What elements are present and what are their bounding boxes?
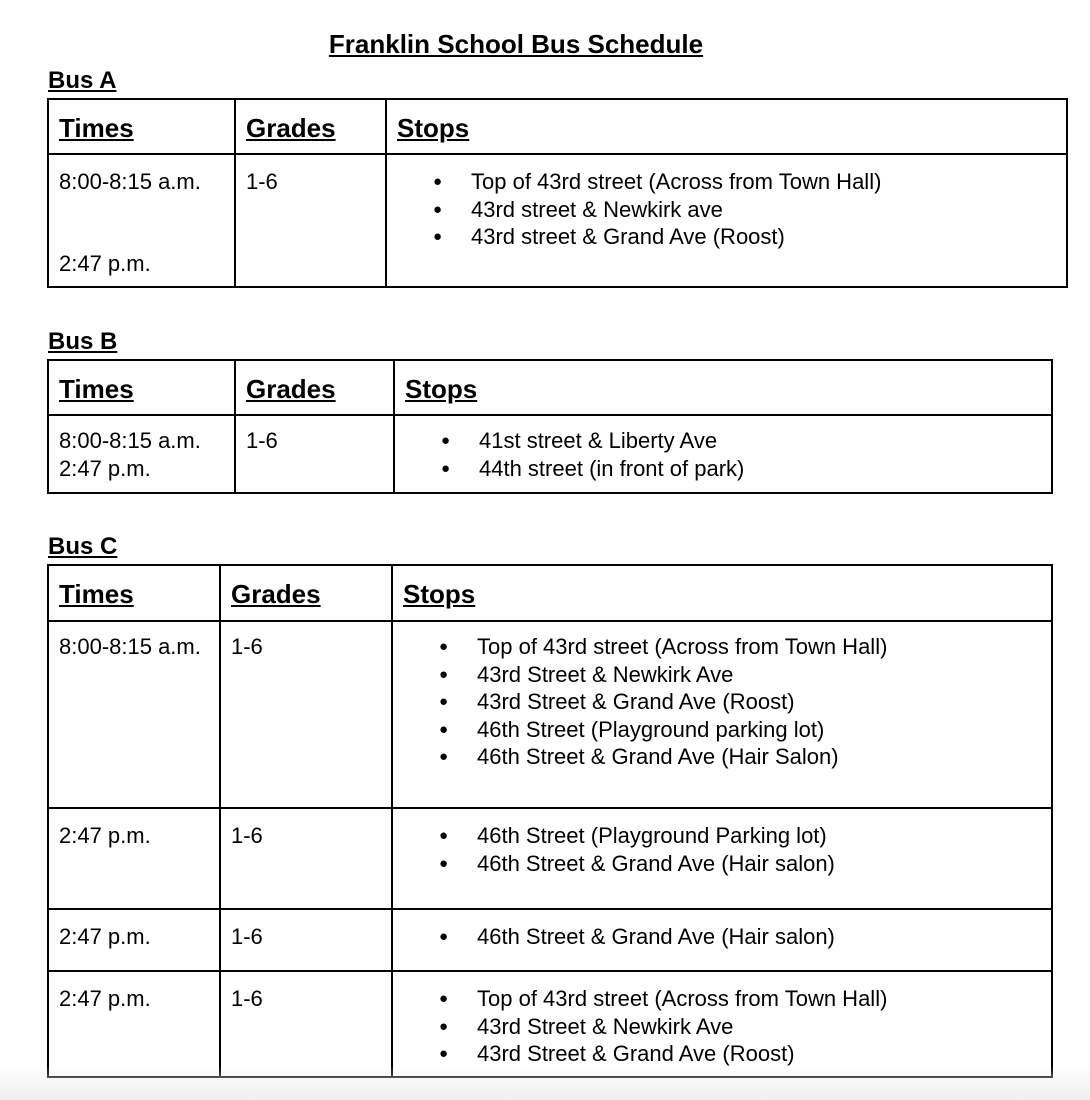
table-row: [48, 621, 1052, 808]
grades-cell: 1-6: [220, 808, 392, 909]
stop-item: ● 41st street & Liberty Ave: [441, 427, 1041, 455]
stops-cell: [392, 971, 1052, 1077]
table-row: [48, 154, 1067, 287]
stop-item: ● Top of 43rd street (Across from Town Hall): [439, 633, 1041, 661]
stops-cell: [394, 415, 1052, 493]
grades-header: Grades: [220, 565, 392, 621]
grades-cell: 1-6: [235, 154, 386, 287]
stops-list: [439, 633, 1041, 771]
grades-cell: 1-6: [220, 971, 392, 1077]
bus-c-table: [47, 564, 1053, 1078]
table-row: [48, 909, 1052, 971]
stop-item: ● 46th Street & Grand Ave (Hair Salon): [439, 743, 1041, 771]
time-text: 8:00-8:15 a.m.: [59, 428, 201, 453]
stop-item: ● 46th Street & Grand Ave (Hair salon): [439, 850, 1041, 878]
time-text: 8:00-8:15 a.m.: [59, 169, 201, 194]
times-cell: [48, 415, 235, 493]
stop-item: ● 43rd Street & Grand Ave (Roost): [439, 688, 1041, 716]
bus-b-table: [47, 359, 1053, 494]
time-text: 2:47 p.m.: [59, 823, 151, 848]
times-header: Times: [48, 360, 235, 415]
stops-list: [439, 985, 1041, 1068]
grades-cell: 1-6: [220, 621, 392, 808]
stops-cell: [386, 154, 1067, 287]
time-text: 2:47 p.m.: [59, 986, 151, 1011]
bus-c-label: Bus C: [48, 533, 118, 560]
times-cell: [48, 621, 220, 808]
stops-cell: [392, 808, 1052, 909]
table-row: [48, 971, 1052, 1077]
time-text: 2:47 p.m.: [59, 456, 151, 481]
grades-header: Grades: [235, 360, 394, 415]
bus-a-label: Bus A: [48, 67, 117, 94]
times-cell: [48, 154, 235, 287]
stop-item: ● 46th Street & Grand Ave (Hair salon): [439, 923, 1041, 951]
stop-item: ● Top of 43rd street (Across from Town Hall): [433, 168, 1056, 196]
time-text: 2:47 p.m.: [59, 251, 151, 276]
table-row: [48, 415, 1052, 493]
times-cell: [48, 909, 220, 971]
stops-cell: [392, 909, 1052, 971]
grades-header: Grades: [235, 99, 386, 154]
times-header: Times: [48, 99, 235, 154]
grades-cell: 1-6: [220, 909, 392, 971]
page-title: Franklin School Bus Schedule: [328, 29, 704, 59]
stop-item: ● 46th Street (Playground Parking lot): [439, 822, 1041, 850]
grades-cell: 1-6: [235, 415, 394, 493]
stop-item: ● 43rd street & Grand Ave (Roost): [433, 223, 1056, 251]
stops-cell: [392, 621, 1052, 808]
stops-header: Stops: [394, 360, 1052, 415]
header-row: [48, 565, 1052, 621]
header-row: [48, 360, 1052, 415]
stop-item: ● 43rd Street & Newkirk Ave: [439, 1013, 1041, 1041]
times-cell: [48, 808, 220, 909]
stop-item: ● 43rd Street & Grand Ave (Roost): [439, 1040, 1041, 1068]
stops-list: [439, 923, 1041, 951]
header-row: [48, 99, 1067, 154]
times-header: Times: [48, 565, 220, 621]
stops-list: [441, 427, 1041, 482]
stops-list: [433, 168, 1056, 251]
stop-item: ● 44th street (in front of park): [441, 455, 1041, 483]
stops-list: [439, 822, 1041, 877]
stop-item: ● 43rd Street & Newkirk Ave: [439, 661, 1041, 689]
stops-header: Stops: [392, 565, 1052, 621]
stop-item: ● 46th Street (Playground parking lot): [439, 716, 1041, 744]
bus-a-table: [47, 98, 1068, 288]
times-cell: [48, 971, 220, 1077]
time-text: 2:47 p.m.: [59, 924, 151, 949]
bus-b-label: Bus B: [48, 328, 118, 355]
table-row: [48, 808, 1052, 909]
stop-item: ● 43rd street & Newkirk ave: [433, 196, 1056, 224]
stops-header: Stops: [386, 99, 1067, 154]
stop-item: ● Top of 43rd street (Across from Town Hall): [439, 985, 1041, 1013]
time-text: 8:00-8:15 a.m.: [59, 634, 201, 659]
